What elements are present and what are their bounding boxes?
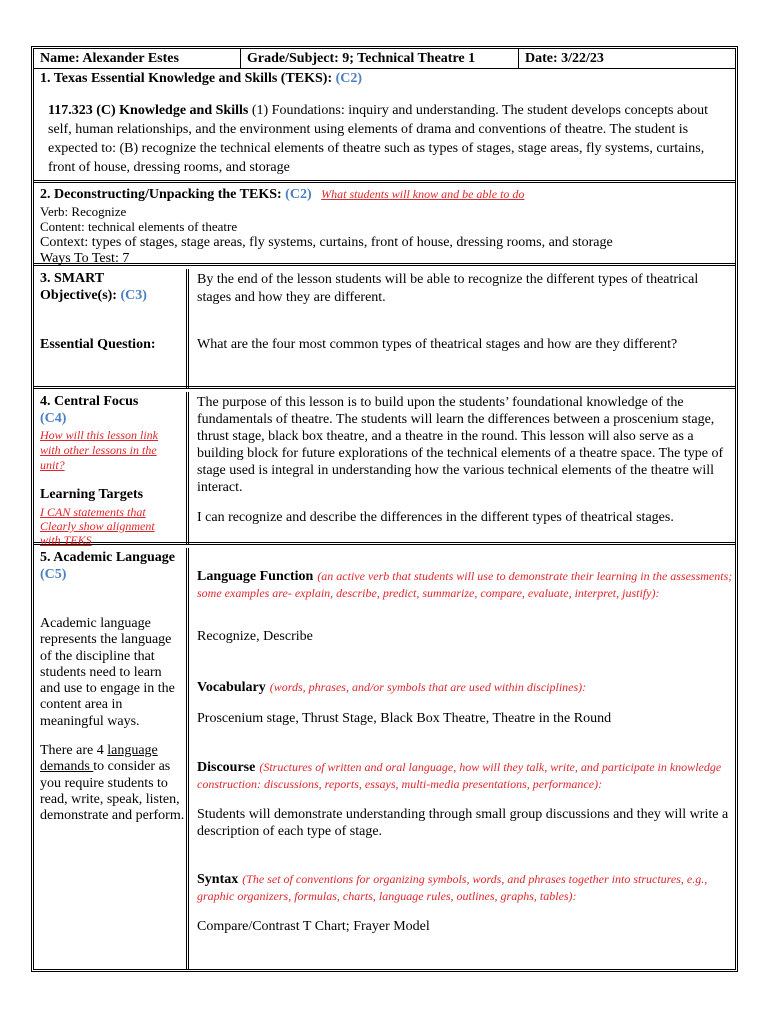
smart-code: (C3) (120, 288, 147, 303)
language-function-label: Language Function (197, 569, 314, 584)
lesson-plan-form (31, 46, 738, 972)
learning-targets-hint: I CAN statements that Clearly show alignment with TEKS (40, 505, 155, 547)
deconstruct-heading: 2. Deconstructing/Unpacking the TEKS: (40, 187, 282, 202)
vocabulary-label: Vocabulary (197, 680, 266, 695)
vocabulary-block (197, 678, 737, 696)
header-row (34, 49, 735, 69)
language-function-hint: (an active verb that students will use to demonstrate their learning in the assessments; some examples are- explain, describe, predict, summarize, compare, evaluate, interpret, justify): (197, 569, 733, 600)
vocabulary-value: Proscenium stage, Thrust Stage, Black Box Theatre, Theatre in the Round (197, 711, 612, 726)
discourse-block (197, 759, 737, 792)
essential-question-text: What are the four most common types of theatrical stages and how are they different? (197, 337, 678, 352)
central-focus-code: (C4) (40, 411, 67, 426)
academic-language-description: Academic language represents the language of the discipline that students need to learn and use to engage in the content area in meaningful ways. (40, 616, 175, 729)
language-function-value: Recognize, Describe (197, 629, 313, 644)
academic-language-label: 5. Academic Language (40, 550, 175, 565)
divider (186, 548, 189, 969)
teks-standard-text: (1) Foundations: inquiry and understanding. The student develops concepts about self, human relationships, and the environment using elements of drama and conventions of theatre. The student is expected to: (B) recognize the technical elements of theatre such as types of stages, stage areas, fly systems, curtains, front of house, dressing rooms, and storage (48, 103, 709, 175)
central-focus-label: 4. Central Focus (40, 394, 139, 409)
deconstruct-hint: What students will know and be able to do (321, 187, 525, 201)
smart-label: 3. SMART (40, 271, 105, 286)
teks-heading: 1. Texas Essential Knowledge and Skills (TEKS): (40, 71, 333, 86)
academic-language-code: (C5) (40, 567, 67, 582)
deconstruct-code: (C2) (285, 187, 312, 202)
central-focus-section (34, 392, 735, 545)
central-focus-hint: How will this lesson link with other lessons in the unit? (40, 428, 159, 472)
learning-targets-label: Learning Targets (40, 487, 144, 502)
syntax-hint: (The set of conventions for organizing symbols, words, and phrases together into structures, e.g., graphic organizers, formulas, charts, language rules, outlines, graphs, tables): (197, 872, 708, 903)
syntax-block (197, 871, 737, 904)
learning-target-text: I can recognize and describe the differences in the different types of theatrical stages. (197, 510, 674, 525)
context-line: Context: types of stages, stage areas, fly systems, curtains, front of house, dressing rooms, and storage (40, 235, 613, 250)
divider (186, 392, 189, 545)
vocabulary-hint: (words, phrases, and/or symbols that are used within disciplines): (269, 680, 587, 694)
academic-language-section (34, 548, 735, 969)
teks-section (34, 69, 735, 183)
date-field: Date: 3/22/23 (525, 51, 604, 66)
syntax-value: Compare/Contrast T Chart; Frayer Model (197, 919, 430, 934)
discourse-value: Students will demonstrate understanding through small group discussions and they will write a description of each type of stage. (197, 807, 729, 839)
divider (240, 49, 241, 69)
discourse-label: Discourse (197, 760, 256, 775)
teks-code: (C2) (335, 71, 363, 86)
essential-question-label: Essential Question: (40, 337, 156, 352)
smart-section (34, 269, 735, 389)
grade-subject-field: Grade/Subject: 9; Technical Theatre 1 (247, 51, 476, 66)
language-function-block (197, 568, 737, 601)
divider (518, 49, 519, 69)
central-focus-text: The purpose of this lesson is to build upon the students’ foundational knowledge of the fundamentals of theatre. The students will learn the differences between a proscenium stage, thrust stage, black box theatre, and a theatre in the round. This lesson will also serve as a building block for future explorations of the technical elements of a theatre space. The type of stage used is integral in understanding how the various technical elements of the theatre will interact. (197, 395, 724, 495)
syntax-label: Syntax (197, 872, 239, 887)
content-line: Content: technical elements of theatre (40, 219, 238, 234)
smart-objective-text: By the end of the lesson students will be able to recognize the different types of theatrical stages and how they are different. (197, 272, 699, 305)
verb-line: Verb: Recognize (40, 204, 127, 219)
deconstruct-section (34, 186, 735, 266)
objectives-label: Objective(s): (40, 288, 117, 303)
divider (186, 269, 189, 389)
teks-standard-label: 117.323 (C) Knowledge and Skills (48, 103, 249, 118)
ways-to-test-line: Ways To Test: 7 (40, 251, 130, 266)
discourse-hint: (Structures of written and oral language, how will they talk, write, and participate in knowledge construction: discussions, reports, essays, multi-media presentations, performance): (197, 760, 722, 791)
name-field: Name: Alexander Estes (40, 51, 179, 66)
language-demands-text: There are 4 language demands to consider as you require students to read, write, speak, listen, demonstrate and perform. (40, 743, 185, 824)
